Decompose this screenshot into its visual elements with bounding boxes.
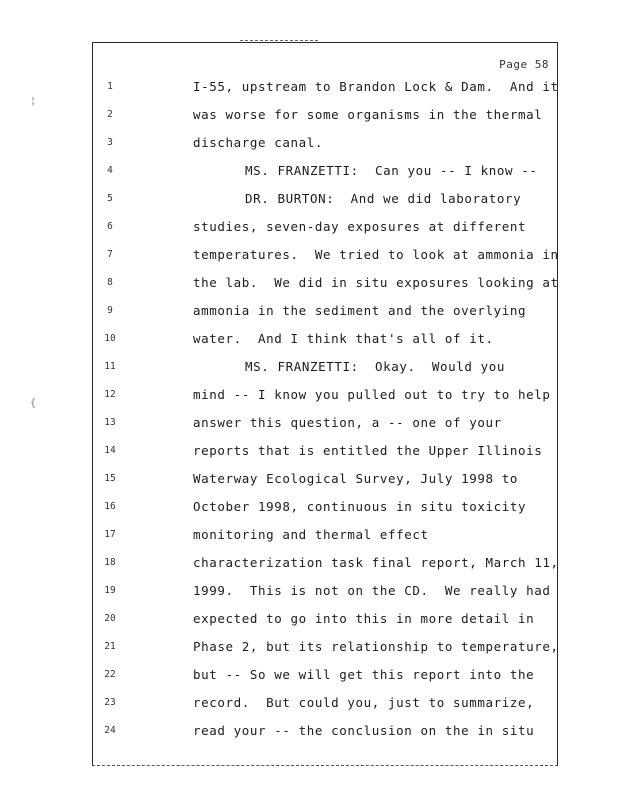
line-number: 3 bbox=[107, 137, 113, 148]
line-text: ammonia in the sediment and the overlying bbox=[193, 303, 527, 318]
line-text: record. But could you, just to summarize, bbox=[193, 695, 535, 710]
scan-artifact-left-1: ¦ bbox=[30, 96, 37, 107]
line-text: expected to go into this in more detail in bbox=[193, 611, 535, 626]
transcript-line bbox=[93, 695, 557, 723]
transcript-line bbox=[93, 443, 557, 471]
line-number: 2 bbox=[107, 109, 113, 120]
line-number: 19 bbox=[104, 585, 116, 596]
line-number: 4 bbox=[107, 165, 113, 176]
line-text: I-55, upstream to Brandon Lock & Dam. And it bbox=[193, 79, 559, 94]
transcript-line bbox=[93, 135, 557, 163]
line-text: MS. FRANZETTI: Can you -- I know -- bbox=[245, 163, 538, 178]
line-text: monitoring and thermal effect bbox=[193, 527, 429, 542]
line-text: DR. BURTON: And we did laboratory bbox=[245, 191, 522, 206]
transcript-line bbox=[93, 247, 557, 275]
line-text: water. And I think that's all of it. bbox=[193, 331, 494, 346]
line-number: 24 bbox=[104, 725, 116, 736]
transcript-line bbox=[93, 723, 557, 751]
line-text: studies, seven-day exposures at different bbox=[193, 219, 527, 234]
line-text: Waterway Ecological Survey, July 1998 to bbox=[193, 471, 519, 486]
line-number: 20 bbox=[104, 613, 116, 624]
line-number: 22 bbox=[104, 669, 116, 680]
transcript-line bbox=[93, 219, 557, 247]
transcript-line bbox=[93, 583, 557, 611]
transcript-line bbox=[93, 499, 557, 527]
transcript-line bbox=[93, 107, 557, 135]
line-number: 11 bbox=[104, 361, 116, 372]
line-number: 21 bbox=[104, 641, 116, 652]
transcript-line bbox=[93, 527, 557, 555]
line-number: 7 bbox=[107, 249, 113, 260]
line-number: 9 bbox=[107, 305, 113, 316]
line-text: but -- So we will get this report into the bbox=[193, 667, 535, 682]
line-number: 8 bbox=[107, 277, 113, 288]
transcript-line bbox=[93, 555, 557, 583]
transcript-line bbox=[93, 275, 557, 303]
line-text: reports that is entitled the Upper Illinois bbox=[193, 443, 543, 458]
line-text: the lab. We did in situ exposures looking at bbox=[193, 275, 559, 290]
line-number: 18 bbox=[104, 557, 116, 568]
transcript-line bbox=[93, 163, 557, 191]
line-number: 13 bbox=[104, 417, 116, 428]
line-number: 14 bbox=[104, 445, 116, 456]
line-text: answer this question, a -- one of your bbox=[193, 415, 502, 430]
line-text: Phase 2, but its relationship to temperature, bbox=[193, 639, 559, 654]
line-text: was worse for some organisms in the thermal bbox=[193, 107, 543, 122]
transcript-line bbox=[93, 471, 557, 499]
transcript-line bbox=[93, 415, 557, 443]
line-number: 16 bbox=[104, 501, 116, 512]
transcript-line bbox=[93, 667, 557, 695]
scan-artifact-left-2: { bbox=[30, 398, 37, 409]
line-number: 6 bbox=[107, 221, 113, 232]
transcript-line bbox=[93, 611, 557, 639]
page-number: Page 58 bbox=[499, 58, 549, 71]
transcript-line bbox=[93, 359, 557, 387]
line-text: 1999. This is not on the CD. We really had bbox=[193, 583, 551, 598]
line-text: temperatures. We tried to look at ammonia in bbox=[193, 247, 559, 262]
line-number: 1 bbox=[107, 81, 113, 92]
line-text: mind -- I know you pulled out to try to help bbox=[193, 387, 551, 402]
transcript-line bbox=[93, 79, 557, 107]
transcript-line bbox=[93, 331, 557, 359]
line-text: MS. FRANZETTI: Okay. Would you bbox=[245, 359, 506, 374]
line-text: read your -- the conclusion on the in situ bbox=[193, 723, 535, 738]
line-number: 17 bbox=[104, 529, 116, 540]
line-number: 10 bbox=[104, 333, 116, 344]
line-number: 5 bbox=[107, 193, 113, 204]
line-number: 15 bbox=[104, 473, 116, 484]
line-text: discharge canal. bbox=[193, 135, 324, 150]
line-number: 23 bbox=[104, 697, 116, 708]
transcript-line bbox=[93, 191, 557, 219]
transcript-line bbox=[93, 639, 557, 667]
transcript-line bbox=[93, 303, 557, 331]
line-text: characterization task final report, March 11, bbox=[193, 555, 559, 570]
line-number: 12 bbox=[104, 389, 116, 400]
transcript-line bbox=[93, 387, 557, 415]
line-text: October 1998, continuous in situ toxicity bbox=[193, 499, 527, 514]
transcript-page bbox=[92, 42, 558, 766]
